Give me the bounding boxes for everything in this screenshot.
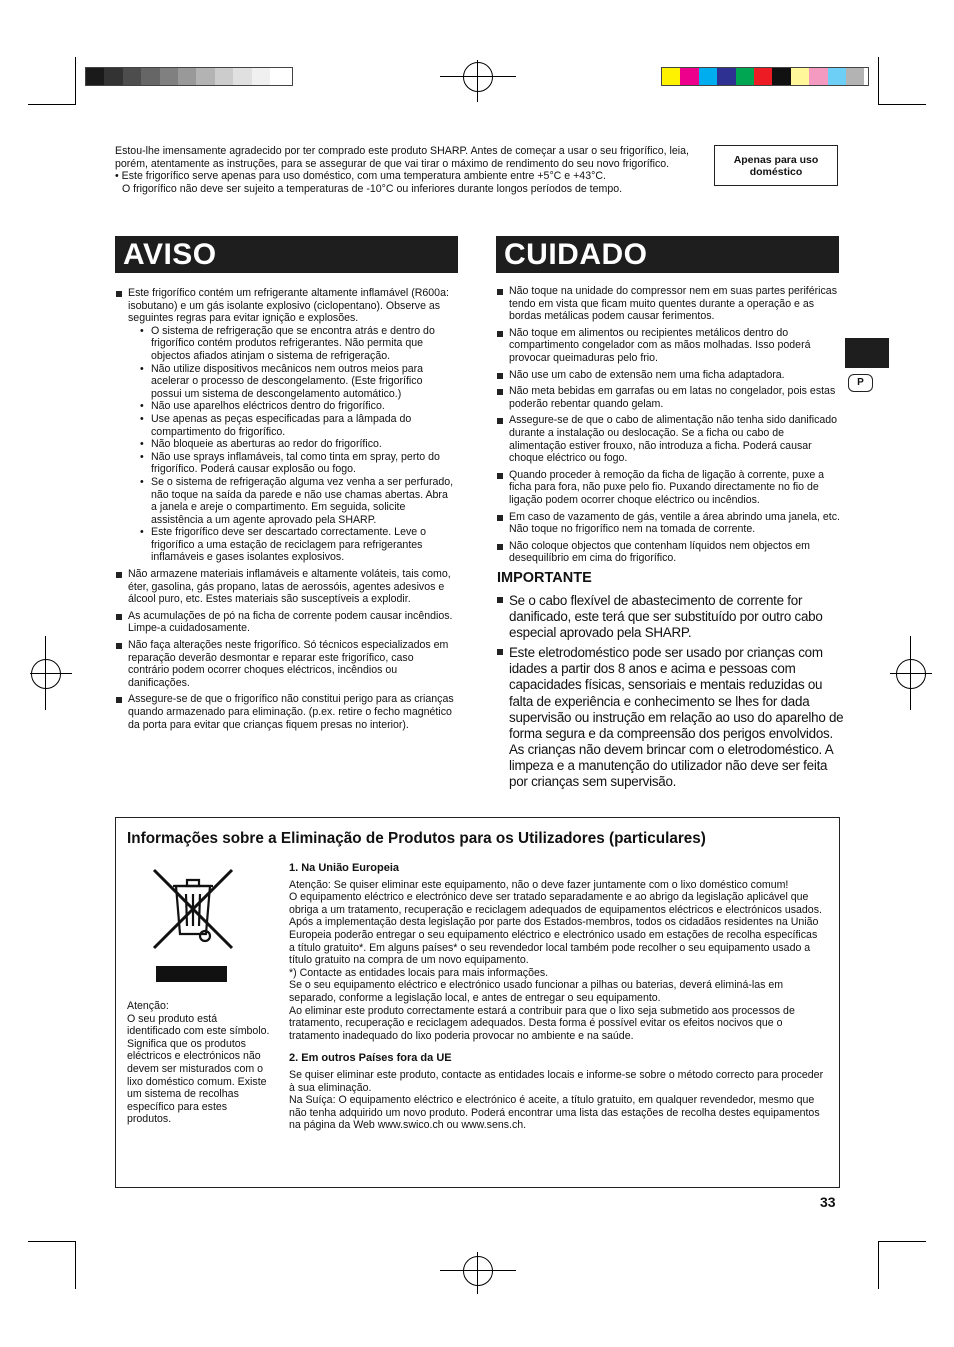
list-item: Não meta bebidas em garrafas ou em latas no congelador, pois estas poderão rebentar quando gelam.	[496, 385, 841, 410]
paragraph: Se o seu equipamento eléctrico e electrónico usado funcionar a pilhas ou baterias, deverá eliminá-las em separado, conforme a legislação local, e antes de entregar o seu equipamento.	[289, 979, 784, 1004]
color-swatch	[233, 68, 251, 85]
list-item	[115, 287, 455, 564]
importante-title: IMPORTANTE	[497, 570, 592, 586]
list-item: Quando proceder à remoção da ficha de ligação à corrente, puxe a ficha para fora, não puxe pelo fio. Puxando directamente no fio de ligação podem ocorrer choque eléctrico ou incêndios.	[496, 469, 841, 507]
list-item: • O sistema de refrigeração que se encontra atrás e dentro do frigorífico contém produtos refrigerantes. Não permita que objectos afiados atinjam o sistema de refrigeração.	[140, 325, 455, 363]
color-swatch	[104, 68, 122, 85]
color-swatch	[772, 68, 790, 85]
color-swatch	[736, 68, 754, 85]
color-swatch	[215, 68, 233, 85]
cuidado-list	[496, 285, 841, 569]
list-item: Não coloque objectos que contenham líquidos nem objectos em desequilíbrio em cima do frigorífico.	[496, 540, 841, 565]
paragraph: Após a implementação desta legislação por parte dos Estados-membros, todos os cidadãos residentes na União Europeia poderão entregar o seu equipamento eléctrico e electrónico usado em estações de recolha específicas a título gratuito*. Em alguns países* o seu revendedor local também pode recolher o seu equipamento usado a título gratuito na compra de um novo equipamento.	[289, 916, 819, 967]
paragraph: Na Suíça: O equipamento eléctrico e electrónico é aceite, a título gratuito, em qualquer revendedor, mesmo que não tenha adquirido um novo produto. Poderá encontrar uma lista das estações de recolha destes equipamentos na página da Web www.swico.ch ou www.sens.ch.	[289, 1094, 820, 1132]
color-swatch	[828, 68, 846, 85]
color-swatch	[86, 68, 104, 85]
list-item: • Não use sprays inflamáveis, tal como tinta em spray, perto do frigorífico. Poderá causar explosão ou fogo.	[140, 451, 455, 476]
cuidado-header: CUIDADO	[496, 236, 839, 273]
domestic-use-box	[714, 145, 838, 186]
list-item: Não faça alterações neste frigorífico. Só técnicos especializados em reparação deverão desmontar e reparar este frigorífico, caso contrário podem ocorrer choques eléctricos, incêndios ou danificações.	[115, 639, 455, 689]
list-item: Não use um cabo de extensão nem uma ficha adaptadora.	[496, 369, 841, 382]
list-item: • Não utilize dispositivos mecânicos nem outros meios para acelerar o processo de descongelamento. (Este frigorífico possui um sistema de descongelamento automático.)	[140, 363, 455, 401]
grayscale-color-bar	[85, 67, 293, 86]
list-item: Assegure-se de que o frigorífico não constitui perigo para as crianças quando armazenado para eliminação. (p.ex. retire o fecho magnético da porta para evitar que crianças fiquem presas no interior).	[115, 693, 455, 731]
paragraph: O equipamento eléctrico e electrónico deve ser tratado separadamente e ao abrigo da legislação aplicável que obriga a um tratamento, recuperação e reciclagem adequados de equipamentos eléctricos e electrónicos usados.	[289, 891, 822, 916]
intro-temperature-note: O frigorífico não deve ser sujeito a temperaturas de -10°C ou inferiores durante longos períodos de tempo.	[122, 182, 623, 195]
process-color-bar	[661, 67, 869, 86]
aviso-item-text: Este frigorífico contém um refrigerante altamente inflamável (R600a: isobutano) e um gás isolante explosivo (ciclopentano). Observe as seguintes regras para evitar ignição e explosões.	[128, 287, 449, 325]
intro-text	[115, 145, 715, 195]
disposal-text	[289, 862, 824, 1132]
color-swatch	[717, 68, 735, 85]
list-item: • Este frigorífico deve ser descartado correctamente. Leve o frigorífico a uma estação de reciclagem para refrigerantes inflamáveis e gases isolantes explosivos.	[140, 526, 455, 564]
list-item: Assegure-se de que o cabo de alimentação não tenha sido danificado durante a instalação ou deslocação. Se a ficha ou cabo de alimentação estiver frouxo, não introduza a ficha. Poderá causar choque eléctrico ou fogo.	[496, 414, 841, 464]
attention-text: O seu produto está identificado com este símbolo. Significa que os produtos eléctricos e electrónicos não devem ser misturados com o lixo doméstico comum. Existe um sistema de recolhas específico para estes produtos.	[127, 1012, 270, 1126]
color-swatch	[680, 68, 698, 85]
domestic-use-label: Apenas para uso doméstico	[733, 153, 819, 178]
section-eu-title: 1. Na União Europeia	[289, 862, 400, 874]
list-item: Não toque em alimentos ou recipientes metálicos dentro do compartimento congelador com as mãos molhadas. Isso poderá provocar queimaduras pelo frio.	[496, 327, 841, 365]
section-non-eu-title: 2. Em outros Países fora da UE	[289, 1052, 452, 1065]
color-swatch	[160, 68, 178, 85]
color-swatch	[252, 68, 270, 85]
color-swatch	[809, 68, 827, 85]
paragraph: Ao eliminar este produto correctamente estará a contribuir para que o lixo seja submetido aos processos de tratamento, recuperação e reciclagem adequados. Desta forma é possível evitar os efeitos nocivos que o tratamento inadequado do lixo poderia provocar no ambiente e na saúde.	[289, 1004, 795, 1042]
color-swatch	[178, 68, 196, 85]
color-swatch	[846, 68, 864, 85]
list-item: • Se o sistema de refrigeração alguma vez venha a ser perfurado, não toque na saída da parede e não use chamas abertas. Abra a janela e areje o compartimento. Em seguida, solicite assistência a um agente aprovado pela SHARP.	[140, 476, 455, 526]
color-swatch	[754, 68, 772, 85]
bin-underline-bar	[156, 966, 227, 982]
disposal-title: Informações sobre a Eliminação de Produtos para os Utilizadores (particulares)	[127, 830, 706, 847]
list-item: Não armazene materiais inflamáveis e altamente voláteis, tais como, éter, gasolina, gás propano, latas de aerossóis, agentes adesivos e álcool puro, etc. Estes materiais são susceptíveis a explodir.	[115, 568, 455, 606]
color-swatch	[791, 68, 809, 85]
list-item: Não toque na unidade do compressor nem em suas partes periféricas tendo em vista que ficam muito quentes durante a operação e as bordas metálicas podem causar ferimentos.	[496, 285, 841, 323]
color-swatch	[270, 68, 288, 85]
page-number: 33	[820, 1194, 836, 1210]
language-badge: P	[848, 374, 873, 392]
paragraph: Se quiser eliminar este produto, contacte as entidades locais e informe-se sobre o método correcto para proceder à sua eliminação.	[289, 1068, 824, 1094]
intro-paragraph: Estou-lhe imensamente agradecido por ter comprado este produto SHARP. Antes de começar a usar o seu frigorífico, leia, porém, atentamente as instruções, para se assegurar de que vai tirar o máximo de rendimento do seu novo frigorífico.	[115, 145, 689, 170]
attention-label: Atenção:	[127, 1000, 169, 1012]
list-item: Em caso de vazamento de gás, ventile a área abrindo uma janela, etc. Não toque no frigorífico nem na tomada de corrente.	[496, 511, 841, 536]
color-swatch	[699, 68, 717, 85]
list-item: • Não bloqueie as aberturas ao redor do frigorífico.	[140, 438, 455, 451]
aviso-header: AVISO	[115, 236, 458, 273]
intro-domestic-note: • Este frigorífico serve apenas para uso doméstico, com uma temperatura ambiente entre +5°C e +43°C.	[115, 170, 606, 183]
paragraph: *) Contacte as entidades locais para mais informações.	[289, 966, 549, 979]
list-item: • Use apenas as peças especificadas para a lâmpada do compartimento do frigorífico.	[140, 413, 455, 438]
disposal-attention	[127, 1000, 272, 1126]
list-item: Se o cabo flexível de abastecimento de corrente for danificado, este terá que ser substituído por outro cabo especial aprovado pela SHARP.	[496, 593, 844, 641]
color-swatch	[196, 68, 214, 85]
paragraph: Atenção: Se quiser eliminar este equipamento, não o deve fazer juntamente com o lixo doméstico comum!	[289, 878, 789, 891]
list-item: As acumulações de pó na ficha de corrente podem causar incêndios. Limpe-a cuidadosamente.	[115, 610, 455, 635]
aviso-sublist	[128, 325, 455, 564]
crossed-out-bin-icon	[150, 866, 236, 952]
color-swatch	[662, 68, 680, 85]
list-item: • Não use aparelhos eléctricos dentro do frigorífico.	[140, 400, 455, 413]
language-tab	[845, 338, 889, 368]
color-swatch	[141, 68, 159, 85]
color-swatch	[123, 68, 141, 85]
importante-list	[496, 593, 844, 794]
aviso-list	[115, 287, 455, 735]
list-item: Este eletrodoméstico pode ser usado por crianças com idades a partir dos 8 anos e acima e pessoas com capacidades físicas, sensoriais e mentais reduzidas ou falta de experiência e conhecimento se lhes for dada supervisão ou instrução em relação ao uso do aparelho de forma segura e da compreensão dos perigos envolvidos. As crianças não devem brincar com o eletrodoméstico. A limpeza e a manutenção do utilizador não deve ser feita por crianças sem supervisão.	[496, 645, 844, 790]
